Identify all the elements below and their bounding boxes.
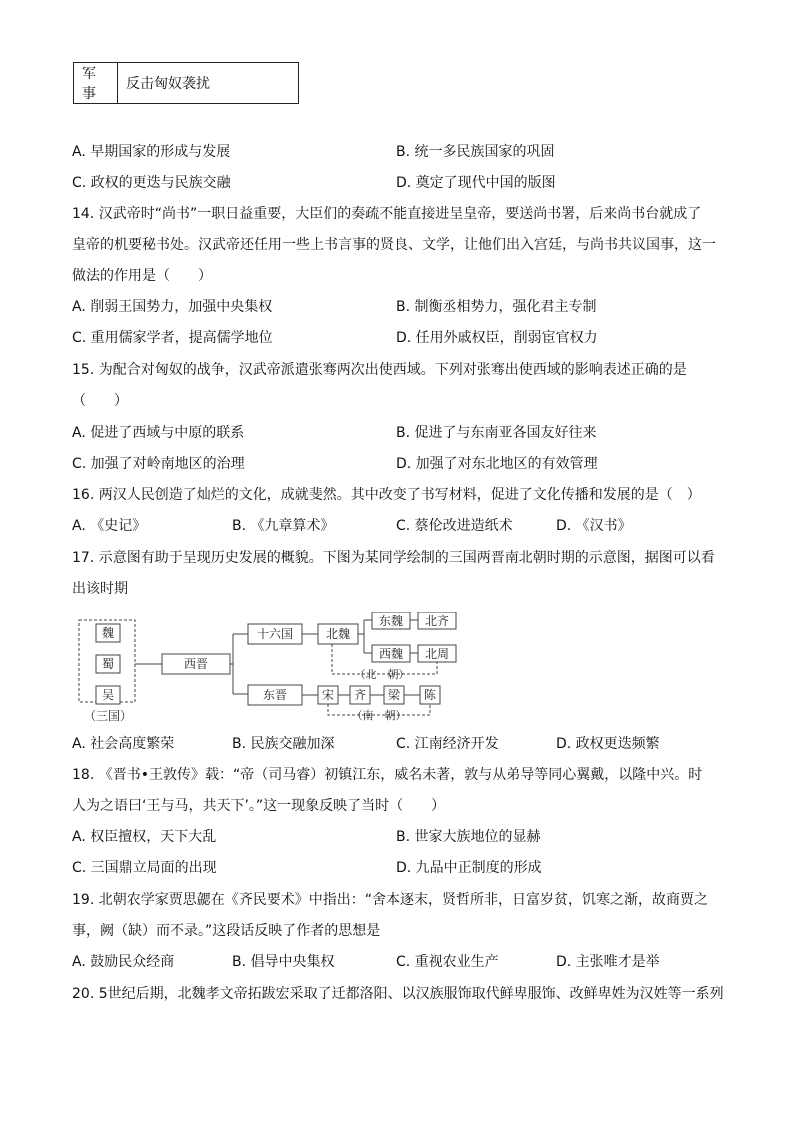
q18-option-b[interactable]: B. 世家大族地位的显赫 [396, 829, 541, 845]
q18-option-d[interactable]: D. 九品中正制度的形成 [396, 860, 542, 876]
q16-option-c[interactable]: C. 蔡伦改进造纸术 [396, 518, 513, 534]
q14-option-b[interactable]: B. 制衡丞相势力，强化君主专制 [396, 299, 597, 315]
label-wei: 魏 [101, 626, 115, 640]
q18-option-a[interactable]: A. 权臣擅权，天下大乱 [72, 829, 217, 845]
q17-option-c[interactable]: C. 江南经济开发 [396, 736, 499, 752]
label-dongjin: 东晋 [262, 688, 288, 702]
label-song: 宋 [321, 688, 335, 702]
q14-stem-line-3: 做法的作用是（ ） [72, 268, 212, 284]
label-beiqi: 北齐 [424, 614, 450, 628]
q19-stem-line-2: 事，阙（缺）而不录。”这段话反映了作者的思想是 [72, 923, 381, 939]
policy-table [73, 62, 299, 104]
q18-stem-line-2: 人为之语曰‘王与马，共天下’。”这一现象反映了当时（ ） [72, 798, 446, 814]
q13-option-b[interactable]: B. 统一多民族国家的巩固 [396, 144, 555, 160]
q17-option-a[interactable]: A. 社会高度繁荣 [72, 736, 175, 752]
q17-option-d[interactable]: D. 政权更迭频繁 [556, 736, 660, 752]
q15-option-b[interactable]: B. 促进了与东南亚各国友好往来 [396, 425, 597, 441]
q19-option-b[interactable]: B. 倡导中央集权 [232, 954, 335, 970]
q18-stem-line-1: 18. 《晋书•王敦传》载：“帝（司马睿）初镇江东，威名未著，敦与从弟导等同心翼戴，以隆中兴。时 [72, 767, 703, 783]
q19-option-d[interactable]: D. 主张唯才是举 [556, 954, 660, 970]
q15-option-d[interactable]: D. 加强了对东北地区的有效管理 [396, 456, 598, 472]
q15-stem-line-1: 15. 为配合对匈奴的战争，汉武帝派遣张骞两次出使西域。下列对张骞出使西域的影响表述正确的是 [72, 362, 687, 378]
q19-stem-line-1: 19. 北朝农学家贾思勰在《齐民要术》中指出：“舍本逐末，贤哲所非，日富岁贫，饥寒之渐，故商贾之 [72, 892, 708, 908]
q17-option-b[interactable]: B. 民族交融加深 [232, 736, 335, 752]
label-shu: 蜀 [101, 657, 115, 671]
q16-option-b[interactable]: B. 《九章算术》 [232, 518, 335, 534]
label-wu: 吴 [101, 688, 115, 702]
label-xiwei: 西魏 [378, 647, 404, 661]
q14-option-c[interactable]: C. 重用儒家学者，提高儒学地位 [72, 330, 273, 346]
q14-option-d[interactable]: D. 任用外戚权臣，削弱宦官权力 [396, 330, 598, 346]
label-liang: 梁 [387, 688, 401, 702]
label-dongwei: 东魏 [378, 614, 404, 628]
q14-stem-line-2: 皇帝的机要秘书处。汉武帝还任用一些上书言事的贤良、文学，让他们出入宫廷，与尚书共议国事，这一 [72, 237, 716, 253]
q19-option-a[interactable]: A. 鼓励民众经商 [72, 954, 175, 970]
q14-stem-line-1: 14. 汉武帝时“尚书”一职日益重要，大臣们的奏疏不能直接进呈皇帝，要送尚书署，后来尚书台就成了 [72, 206, 702, 222]
q19-option-c[interactable]: C. 重视农业生产 [396, 954, 499, 970]
q16-option-d[interactable]: D. 《汉书》 [556, 518, 632, 534]
q18-option-c[interactable]: C. 三国鼎立局面的出现 [72, 860, 217, 876]
q20-stem-line-1: 20. 5世纪后期，北魏孝文帝拓跋宏采取了迁都洛阳、以汉族服饰取代鲜卑服饰、改鲜卑姓为汉姓等一系列 [72, 986, 724, 1002]
q16-stem-line-1: 16. 两汉人民创造了灿烂的文化，成就斐然。其中改变了书写材料，促进了文化传播和发展的是（ ） [72, 487, 701, 503]
label-sanguo: （三国） [83, 709, 133, 723]
table-cell-label: 军事 [74, 63, 118, 104]
q16-option-a[interactable]: A. 《史记》 [72, 518, 147, 534]
label-beichao: （北 朝） [354, 668, 410, 681]
label-shiliuguo: 十六国 [256, 627, 294, 641]
label-qi: 齐 [353, 688, 367, 702]
q14-option-a[interactable]: A. 削弱王国势力，加强中央集权 [72, 299, 273, 315]
q13-option-d[interactable]: D. 奠定了现代中国的版图 [396, 175, 556, 191]
label-beizhou: 北周 [424, 647, 450, 661]
q15-option-c[interactable]: C. 加强了对岭南地区的治理 [72, 456, 245, 472]
label-chen: 陈 [423, 688, 437, 702]
q15-stem-line-2: （ ） [72, 393, 128, 409]
q15-option-a[interactable]: A. 促进了西域与中原的联系 [72, 425, 245, 441]
q17-stem-line-2: 出该时期 [72, 581, 128, 597]
q13-option-c[interactable]: C. 政权的更迭与民族交融 [72, 175, 231, 191]
label-xijin: 西晋 [183, 657, 209, 671]
table-cell-content: 反击匈奴袭扰 [118, 63, 299, 104]
label-beiwei: 北魏 [325, 627, 351, 641]
label-nanchao: （南 朝） [351, 709, 407, 722]
q13-option-a[interactable]: A. 早期国家的形成与发展 [72, 144, 231, 160]
table-row [74, 63, 299, 104]
dynasty-diagram [70, 612, 470, 724]
q17-stem-line-1: 17. 示意图有助于呈现历史发展的概貌。下图为某同学绘制的三国两晋南北朝时期的示意图，据图可以看 [72, 550, 715, 566]
